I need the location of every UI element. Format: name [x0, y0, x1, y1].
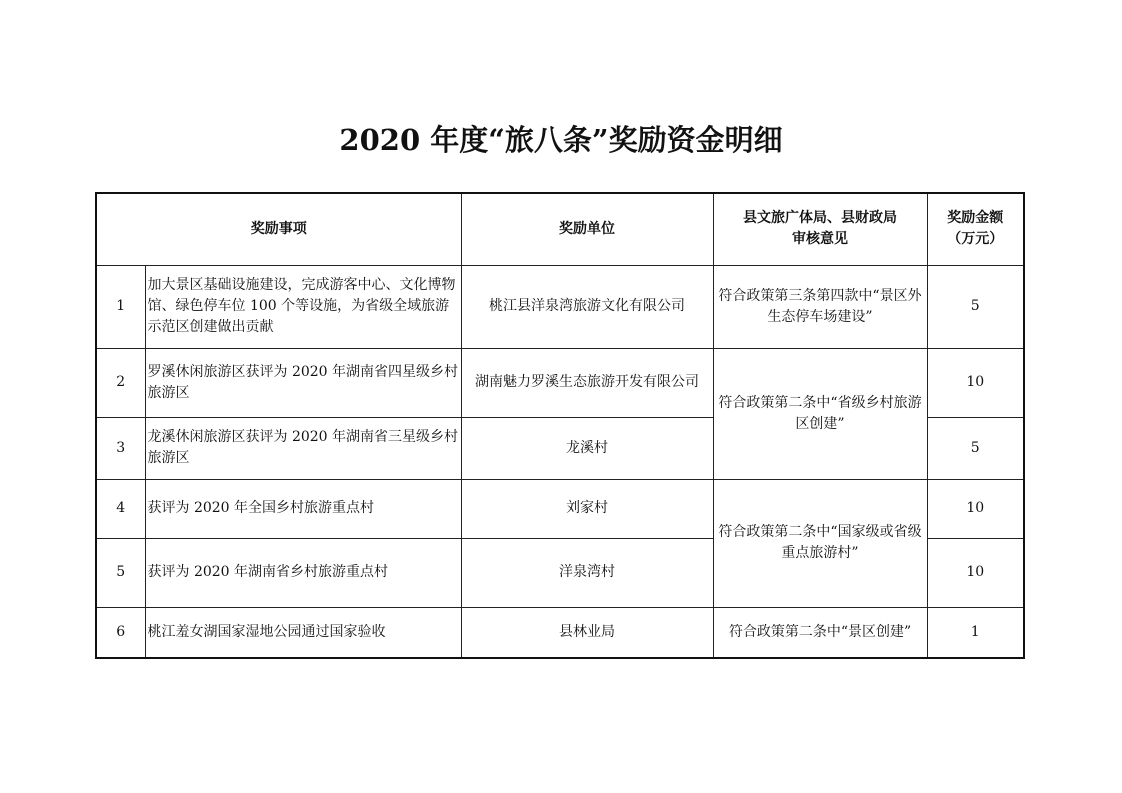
row-number: 2 [96, 348, 145, 417]
row-opinion: 符合政策第三条第四款中“景区外生态停车场建设” [713, 265, 927, 348]
header-opinion-line1: 县文旅广体局、县财政局 [743, 210, 897, 227]
row-opinion: 符合政策第二条中“国家级或省级重点旅游村” [713, 479, 927, 607]
header-unit: 奖励单位 [461, 193, 713, 265]
table-row [96, 265, 1024, 348]
row-item: 罗溪休闲旅游区获评为 2020 年湖南省四星级乡村旅游区 [145, 348, 461, 417]
header-amount [927, 193, 1024, 265]
row-number: 6 [96, 607, 145, 658]
row-item: 获评为 2020 年湖南省乡村旅游重点村 [145, 538, 461, 607]
row-item: 桃江羞女湖国家湿地公园通过国家验收 [145, 607, 461, 658]
row-item: 获评为 2020 年全国乡村旅游重点村 [145, 479, 461, 538]
row-amount: 10 [927, 348, 1024, 417]
row-amount: 10 [927, 479, 1024, 538]
row-number: 1 [96, 265, 145, 348]
row-unit: 桃江县洋泉湾旅游文化有限公司 [461, 265, 713, 348]
table-row [96, 348, 1024, 417]
row-number: 4 [96, 479, 145, 538]
row-unit: 湖南魅力罗溪生态旅游开发有限公司 [461, 348, 713, 417]
row-unit: 龙溪村 [461, 417, 713, 479]
header-amount-line1: 奖励金额 [947, 210, 1004, 227]
page-title: 2020 年度“旅八条”奖励资金明细 [339, 123, 783, 157]
header-opinion [713, 193, 927, 265]
row-unit: 县林业局 [461, 607, 713, 658]
reward-table [95, 192, 1025, 659]
table-row [96, 479, 1024, 538]
row-amount: 5 [927, 265, 1024, 348]
row-amount: 5 [927, 417, 1024, 479]
row-amount: 10 [927, 538, 1024, 607]
row-opinion: 符合政策第二条中“景区创建” [713, 607, 927, 658]
row-unit: 洋泉湾村 [461, 538, 713, 607]
row-opinion: 符合政策第二条中“省级乡村旅游区创建” [713, 348, 927, 479]
header-amount-line2: （万元） [947, 231, 1004, 248]
row-number: 5 [96, 538, 145, 607]
row-unit: 刘家村 [461, 479, 713, 538]
row-item: 龙溪休闲旅游区获评为 2020 年湖南省三星级乡村旅游区 [145, 417, 461, 479]
header-opinion-line2: 审核意见 [792, 231, 848, 248]
row-amount: 1 [927, 607, 1024, 658]
row-number: 3 [96, 417, 145, 479]
header-item: 奖励事项 [96, 193, 461, 265]
table-header-row [96, 193, 1024, 265]
row-item: 加大景区基础设施建设，完成游客中心、文化博物馆、绿色停车位 100 个等设施，为省级全域旅游示范区创建做出贡献 [145, 265, 461, 348]
table-row [96, 607, 1024, 658]
